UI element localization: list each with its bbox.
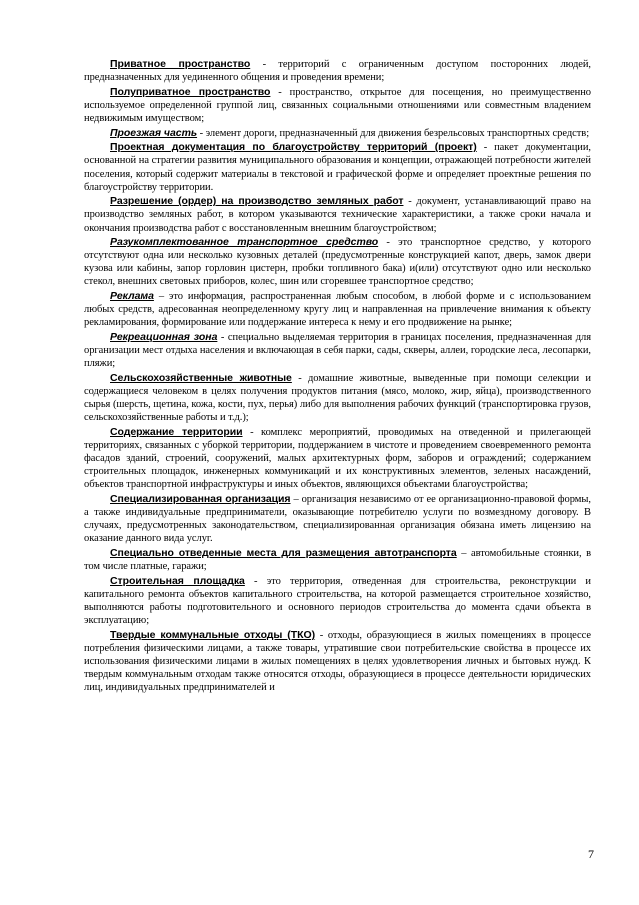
definition-paragraph <box>84 493 591 545</box>
definition-text: - пространство, открытое для посещения, но преимущественно используемое определенной группой лиц, связанных социальными отношениями или совместным владением недвижимым имуществом; <box>84 86 591 124</box>
defined-term: Специально отведенные места для размещения автотранспорта <box>110 546 457 559</box>
defined-term: Специализированная организация <box>110 492 291 505</box>
definition-paragraph <box>84 426 591 491</box>
defined-term: Проектная документация по благоустройству территорий (проект) <box>110 141 477 154</box>
definition-text: - это территория, отведенная для строительства, реконструкции и капитального ремонта объектов капитального строительства, на которой размещается строительное хозяйство, выполняются работы подготовительного и основного периодов строительства до момента сдачи объекта в эксплуатацию; <box>84 575 591 626</box>
defined-term: Строительная площадка <box>110 574 245 587</box>
definition-text: – организация независимо от ее организационно-правовой формы, а также индивидуальные предприниматели, оказывающие потребителю услуги по возмездному договору. В случаях, предусмотренных законодательством, специализированная организация обязана иметь лицензию на оказание данного вида услуг. <box>84 493 591 545</box>
defined-term: Приватное пространство <box>110 58 251 70</box>
definition-text: - комплекс мероприятий, проводимых на отведенной и прилегающей территориях, связанных с уборкой территории, поддержанием в чистоте и проведением своевременного ремонта фасадов зданий, строений, сооружений, малых архитектурных форм, заборов и ограждений; содержанием строительных площадок, инженерных коммуникаций и их конструктивных элементов, зеленых насаждений, объектов транспортной инфраструктуры и иных объектов, являющихся объектами благоустройства; <box>84 426 591 491</box>
definition-text: - документ, устанавливающий право на производство земляных работ, в котором указываются технические характеристики, а также сроки начала и окончания производства работ с восстановленным внешним благоустройством; <box>84 196 591 234</box>
page-number: 7 <box>588 847 594 861</box>
definition-text: - это транспортное средство, у которого отсутствуют одна или несколько кузовных деталей (предусмотренные конструкцией капот, дверь, замок двери кузова или кабины, запор горловин цистерн, пробки топливного бака) и(или) отсутствуют одно или несколько стекол, внешних световых приборов, колес, шин или сгоревшее транспортное средство; <box>84 237 591 288</box>
definition-paragraph <box>84 575 591 627</box>
defined-term: Сельскохозяйственные животные <box>110 371 292 384</box>
defined-term: Разукомплектованное транспортное средство <box>110 236 379 249</box>
defined-term: Проезжая часть <box>110 126 198 139</box>
defined-term: Реклама <box>110 290 154 303</box>
definition-text: - пакет документации, основанной на стратегии развития муниципального образования и концепции, отражающей потребности жителей поселения, который содержит материалы в текстовой и графической форме и определяет проектные решения по благоустройству территории. <box>84 142 591 193</box>
definition-paragraph <box>84 141 591 193</box>
definition-text: – это информация, распространенная любым способом, в любой форме и с использованием любых средств, адресованная неопределенному кругу лиц и направленная на привлечение внимания к объекту рекламирования, формирование или поддержание интереса к нему и его продвижение на рынке; <box>84 291 591 329</box>
definition-paragraph <box>84 86 591 125</box>
definition-text: - отходы, образующиеся в жилых помещениях в процессе потребления физическими лицами, а также товары, утратившие свои потребительские свойства в процессе их использования физическими лицами в жилых помещениях в целях удовлетворения личных и бытовых нужд. К твердым коммунальным отходам также относятся отходы, образующиеся в процессе деятельности юридических лиц, индивидуальных предпринимателей и <box>84 629 591 694</box>
definition-text: - домашние животные, выведенные при помощи селекции и содержащиеся человеком в целях получения продуктов питания (мясо, молоко, жир, яйца), производственного сырья (шерсть, щетина, кожа, кости, пух, перья) либо для выполнения рабочих функций (транспортировка грузов, сельскохозяйственные работы и т.д.); <box>84 372 591 424</box>
definition-text: – автомобильные стоянки, в том числе платные, гаражи; <box>84 547 592 572</box>
definition-paragraph <box>84 195 591 234</box>
definition-text: - элемент дороги, предназначенный для движения безрельсовых транспортных средств; <box>197 127 590 139</box>
defined-term: Разрешение (ордер) на производство земляных работ <box>110 195 404 208</box>
definition-paragraph <box>84 58 591 84</box>
definitions-list <box>84 58 591 696</box>
definition-paragraph <box>84 629 591 694</box>
definition-paragraph <box>84 372 591 424</box>
definition-paragraph <box>84 331 591 370</box>
defined-term: Содержание территории <box>110 425 243 438</box>
defined-term: Твердые коммунальные отходы (ТКО) <box>110 628 316 641</box>
defined-term: Полуприватное пространство <box>110 85 271 98</box>
definition-paragraph <box>84 290 591 329</box>
definition-paragraph <box>84 547 591 573</box>
definition-paragraph <box>84 127 591 140</box>
definition-text: - специально выделяемая территория в границах поселения, предназначенная для организации мест отдыха населения и включающая в себя парки, сады, скверы, аллеи, городские леса, лесопарки, пляжи; <box>84 332 591 370</box>
defined-term: Рекреационная зона <box>110 331 218 344</box>
definition-paragraph <box>84 236 591 288</box>
definition-text: - территорий с ограниченным доступом посторонних людей, предназначенных для уединенного общения и проведения времени; <box>84 59 591 84</box>
